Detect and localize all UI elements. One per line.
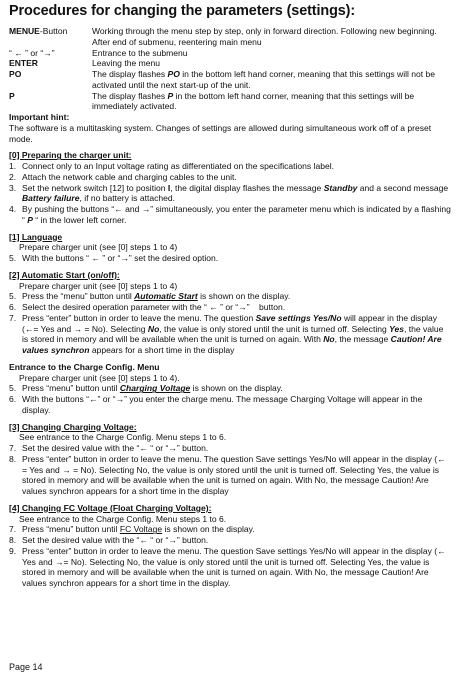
- step-item: 8. Press “enter” button in order to leave the menu. The question Save settings Yes/No will appear in the display (← = Yes and → = No). Selecting No, the value is only stored until the unit is turned off. Selecting Yes, the value is stored in memory and will be available when the unit is turned on again. With No, the message Caution! Are values synchron appears for a short time in the display: [9, 453, 446, 496]
- definition-desc: Entrance to the submenu: [92, 47, 188, 58]
- definition-desc: Leaving the menu: [92, 58, 160, 69]
- page-title: Procedures for changing the parameters (settings):: [9, 3, 356, 19]
- step-item: 7. Set the desired value with the “← “ or “→” button.: [9, 443, 209, 453]
- step-item: 6. Select the desired operation parameter with the “ ← ” or “→” button.: [9, 302, 286, 312]
- step-item: 7. Press “menu” button until FC Voltage is shown on the display.: [9, 524, 255, 535]
- section-heading: [2] Automatic Start (on/off):: [9, 269, 120, 280]
- section-fc-voltage: [9, 503, 451, 589]
- step-item: 8. Set the desired value with the “← “ or “→” button.: [9, 535, 209, 545]
- step-prep: Prepare charger unit (see [0] steps 1 to 4): [19, 242, 178, 253]
- section-heading: [0] Preparing the charger unit:: [9, 150, 132, 161]
- document-page: [9, 3, 451, 589]
- step-item: 6. With the buttons “←” or “→” you enter the charge menu. The message Charging Voltage will appear in the display.: [9, 394, 423, 415]
- step-item: 5. Press “menu” button until Charging Voltage is shown on the display.: [9, 383, 283, 394]
- section-heading: [3] Changing Charging Voltage:: [9, 421, 137, 432]
- section-heading: [1] Language: [9, 231, 63, 242]
- section-heading: Entrance to the Charge Config. Menu: [9, 361, 160, 372]
- definition-term: P: [9, 90, 15, 101]
- section-charging-voltage: [9, 422, 451, 497]
- hint-text: The software is a multitasking system. Changes of settings are allowed during simultaneous work off of a preset mode.: [9, 122, 432, 144]
- definition-term: PO: [9, 69, 22, 79]
- button-definitions: [9, 26, 451, 112]
- section-preparing: [9, 150, 451, 225]
- step-item: 2. Attach the network cable and charging cables to the unit.: [9, 171, 237, 182]
- step-prep: Prepare charger unit (see [0] steps 1 to 4).: [19, 372, 180, 383]
- step-prep: Prepare charger unit (see [0] steps 1 to 4): [19, 280, 178, 291]
- step-prep: See entrance to the Charge Config. Menu steps 1 to 6.: [19, 432, 227, 443]
- step-item: 1. Connect only to an Input voltage rating as differentiated on the specifications label.: [9, 161, 335, 171]
- definition-desc: Working through the menu step by step, only in forward direction. Following new beginning. After end of submenu, reentering main menu: [92, 26, 437, 47]
- section-charge-config: [9, 362, 451, 416]
- step-item: 9. Press “enter” button in order to leave the menu. The question Save settings Yes/No will appear in the display (← Yes and →= No). Selecting No, the value is only stored until the unit is turned off. Selecting Yes, the value is stored in memory and will be available when the unit is turned on again. With No, the message Caution! Are values synchron appears for a short time in the display.: [9, 545, 446, 588]
- definition-term: ENTER: [9, 58, 38, 69]
- page-number: Page 14: [9, 662, 43, 672]
- definition-term: MENUE-Button: [9, 26, 68, 36]
- definition-desc: The display flashes P in the bottom left hand corner, meaning that this settings will be immediately activated.: [92, 90, 415, 112]
- step-item: 5. With the buttons “ ← ” or “→” set the desired option.: [9, 253, 219, 263]
- step-item: 3. Set the network switch [12] to position I, the digital display flashes the message Standby and a second message Battery failure, if no battery is attached.: [9, 182, 449, 204]
- section-heading: [4] Changing FC Voltage (Float Charging Voltage):: [9, 502, 212, 513]
- section-language: [9, 232, 451, 264]
- section-automatic-start: [9, 270, 451, 356]
- step-prep: See entrance to the Charge Config. Menu steps 1 to 6.: [19, 513, 227, 524]
- hint-heading: Important hint:: [9, 112, 70, 122]
- step-item: 7. Press “enter” button in order to leave the menu. The question Save settings Yes/No will appear in the display (←= Yes and → = No). Selecting No, the value is only stored until the unit is turned off. Selecting Yes, the value is stored in memory and will be available when the unit is turned on again. With No, the message Caution! Are values synchron appears for a short time in the display: [9, 312, 444, 355]
- definition-desc: The display flashes PO in the bottom left hand corner, meaning that this settings will not be activated until the next start-up of the unit.: [92, 69, 436, 90]
- important-hint: [9, 112, 451, 144]
- step-item: 4. By pushing the buttons “← and →” simultaneously, you enter the parameter menu which is indicated by a flashing “ P “ in the lower left corner.: [9, 204, 451, 225]
- step-item: 5. Press the “menu” button until Automatic Start is shown on the display.: [9, 291, 291, 302]
- definition-term: “ ← ” or “→”: [9, 47, 55, 58]
